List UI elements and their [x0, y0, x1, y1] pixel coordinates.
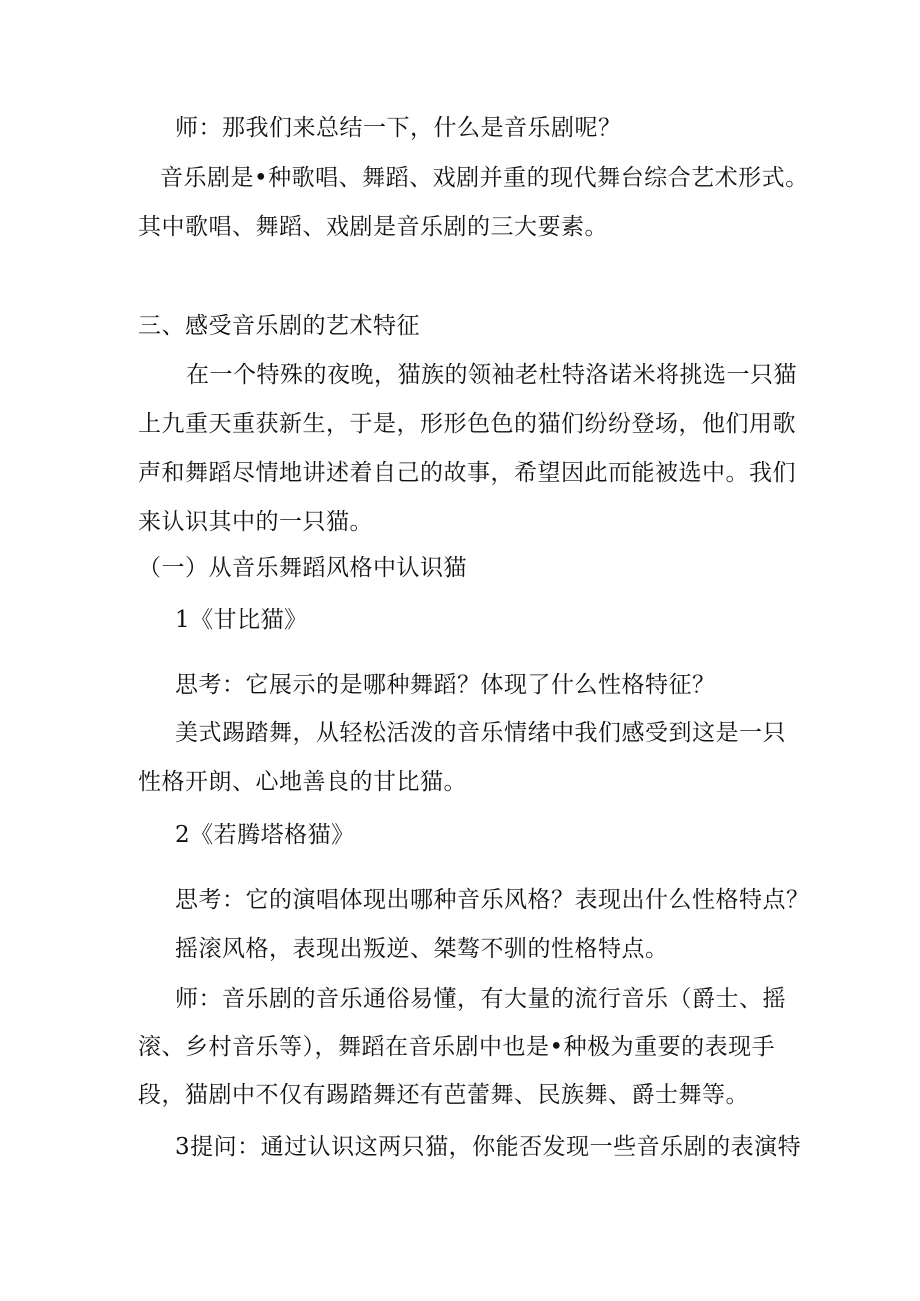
- item-1-question: 思考：它展示的是哪种舞蹈？体现了什么性格特征？: [175, 672, 716, 698]
- story-paragraph-line-1: 在一个特殊的夜晚，猫族的领袖老杜特洛诺米将挑选一只猫: [186, 362, 797, 388]
- item-2-answer: 摇滚风格，表现出叛逆、桀骜不驯的性格特点。: [175, 936, 669, 962]
- musical-definition-line-2: 其中歌唱、舞蹈、戏剧是音乐剧的三大要素。: [138, 214, 608, 240]
- musical-definition-line-1: 音乐剧是•种歌唱、舞蹈、戏剧并重的现代舞台综合艺术形式。: [160, 165, 809, 191]
- story-paragraph-line-2: 上九重天重获新生，于是，形形色色的猫们纷纷登场，他们用歌: [138, 411, 796, 437]
- item-2-question: 思考：它的演唱体现出哪种音乐风格？表现出什么性格特点？: [175, 887, 810, 913]
- teacher-note-line-3: 段，猫剧中不仅有踢踏舞还有芭蕾舞、民族舞、爵士舞等。: [138, 1082, 749, 1108]
- subsection-heading-1: （一）从音乐舞蹈风格中认识猫: [138, 555, 467, 581]
- teacher-note-line-2: 滚、乡村音乐等），舞蹈在音乐剧中也是•种极为重要的表现手: [138, 1034, 776, 1060]
- item-2-title: 2《若腾塔格猫》: [175, 822, 355, 848]
- teacher-note-line-1: 师：音乐剧的音乐通俗易懂，有大量的流行音乐（爵士、摇: [175, 986, 786, 1012]
- item-1-answer-line-1: 美式踢踏舞，从轻松活泼的音乐情绪中我们感受到这是一只: [175, 720, 786, 746]
- item-1-answer-line-2: 性格开朗、心地善良的甘比猫。: [138, 769, 467, 795]
- story-paragraph-line-3: 声和舞蹈尽情地讲述着自己的故事，希望因此而能被选中。我们: [138, 460, 796, 486]
- story-paragraph-line-4: 来认识其中的一只猫。: [138, 509, 373, 535]
- item-1-title: 1《甘比猫》: [175, 607, 308, 633]
- item-3-prompt: 3提问：通过认识这两只猫，你能否发现一些音乐剧的表演特: [175, 1134, 802, 1160]
- teacher-summary-question: 师：那我们来总结一下，什么是音乐剧呢？: [175, 115, 622, 141]
- section-heading-3: 三、感受音乐剧的艺术特征: [138, 313, 420, 339]
